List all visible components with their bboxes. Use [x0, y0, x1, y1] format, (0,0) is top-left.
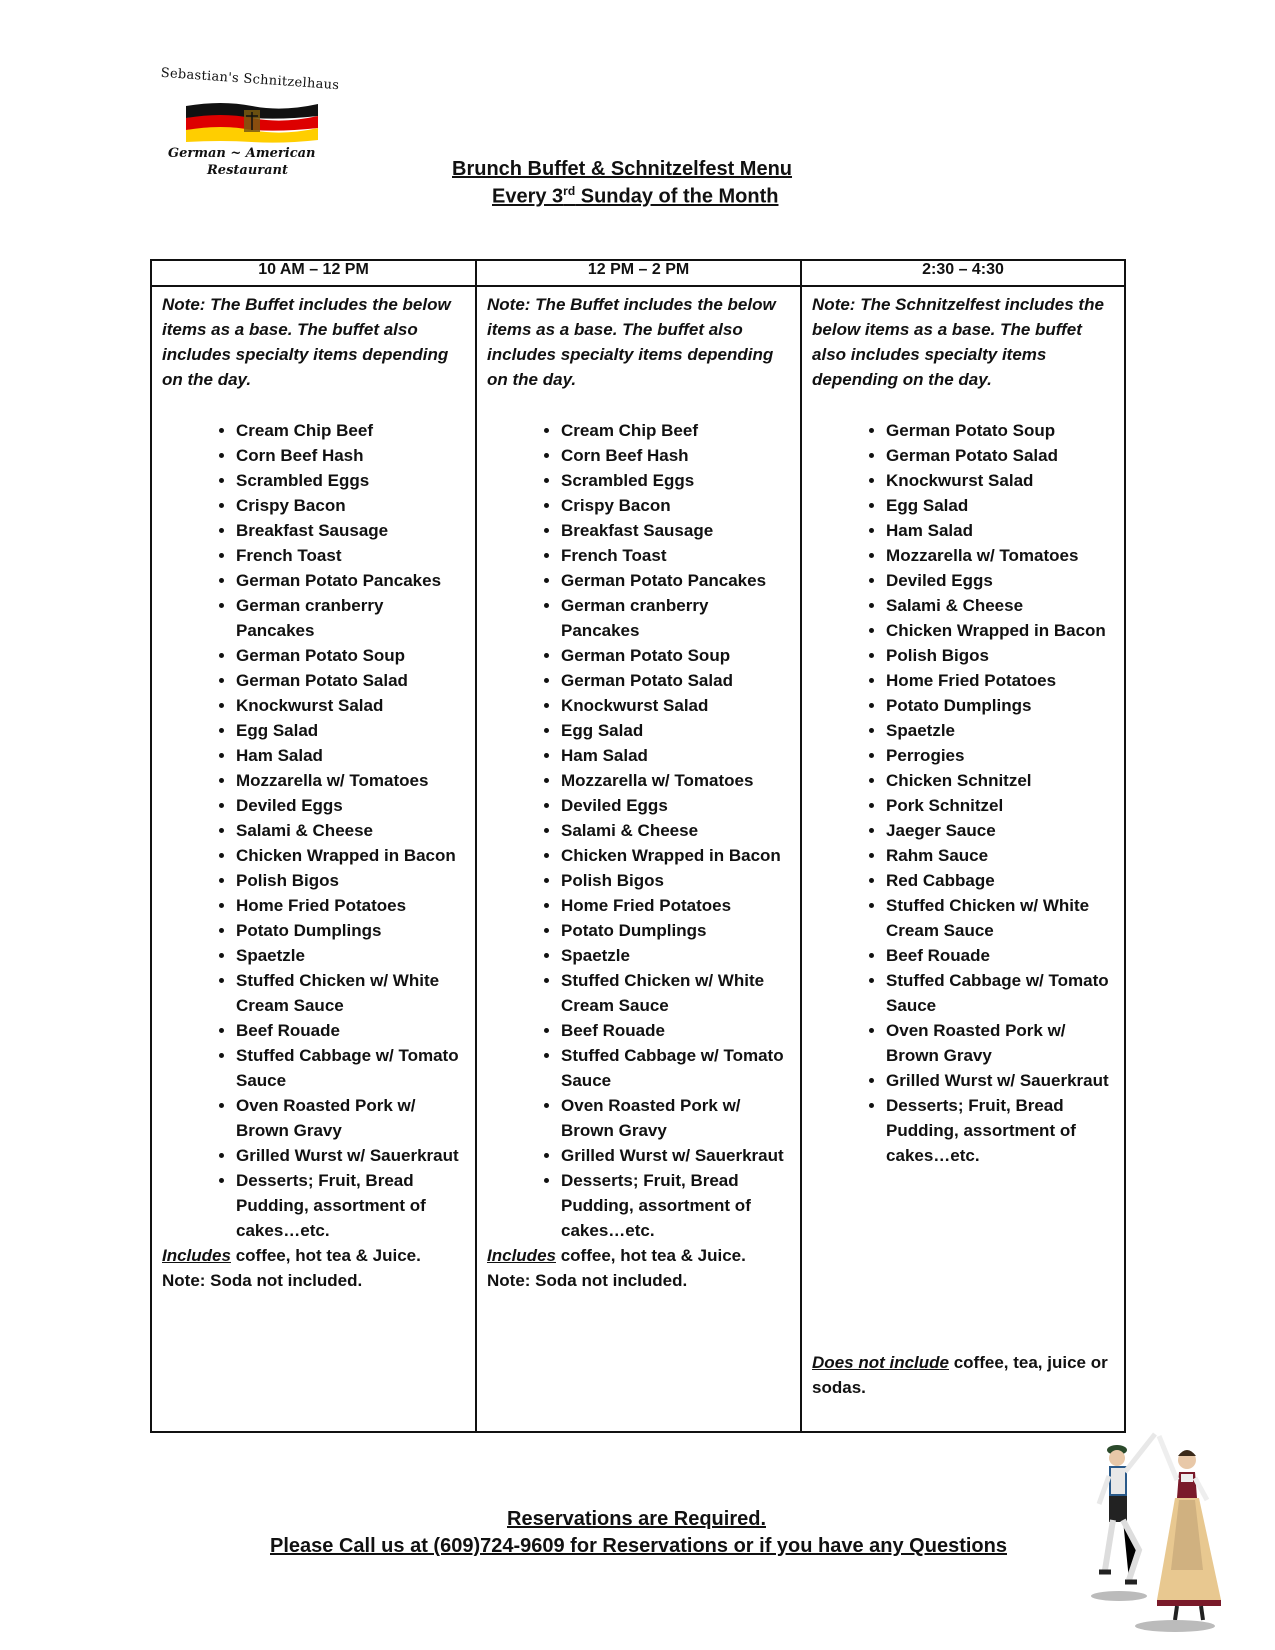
menu-item: • Potato Dumplings [236, 918, 465, 943]
menu-item: • German Potato Soup [886, 418, 1114, 443]
logo-name: Sebastian's Schnitzelhaus [160, 65, 340, 94]
reservations-required: Reservations are Required. [507, 1508, 766, 1530]
menu-item: • Salami & Cheese [561, 818, 790, 843]
column-footer: Includes coffee, hot tea & Juice. Note: Soda not included. [162, 1246, 421, 1290]
menu-item: • Potato Dumplings [886, 693, 1114, 718]
menu-item: • German cranberry Pancakes [561, 593, 790, 643]
menu-item: • Mozzarella w/ Tomatoes [886, 543, 1114, 568]
menu-item: • Ham Salad [561, 743, 790, 768]
menu-item: • Chicken Wrapped in Bacon [561, 843, 790, 868]
menu-item: • German Potato Soup [561, 643, 790, 668]
column-footer: Does not include coffee, tea, juice or sodas. [812, 1353, 1108, 1397]
column-note: Note: The Buffet includes the below items as a base. The buffet also includes specialty items depending on the day. [487, 295, 776, 389]
menu-item: • Cream Chip Beef [236, 418, 465, 443]
menu-title: Brunch Buffet & Schnitzelfest Menu [452, 158, 793, 180]
menu-item: • Polish Bigos [886, 643, 1114, 668]
menu-item: • Beef Rouade [561, 1018, 790, 1043]
menu-item: • Stuffed Chicken w/ White Cream Sauce [886, 893, 1114, 943]
menu-item: • Corn Beef Hash [561, 443, 790, 468]
menu-item: • Oven Roasted Pork w/ Brown Gravy [886, 1018, 1114, 1068]
menu-item: • German cranberry Pancakes [236, 593, 465, 643]
menu-item: • Stuffed Cabbage w/ Tomato Sauce [236, 1043, 465, 1093]
menu-item: • Ham Salad [886, 518, 1114, 543]
column-header-midday: 12 PM – 2 PM [476, 260, 801, 286]
menu-item: • Spaetzle [236, 943, 465, 968]
menu-item: • Knockwurst Salad [561, 693, 790, 718]
menu-item: • Deviled Eggs [236, 793, 465, 818]
menu-item: • French Toast [561, 543, 790, 568]
menu-item: • Home Fried Potatoes [561, 893, 790, 918]
menu-item: • Desserts; Fruit, Bread Pudding, assortment of cakes…etc. [886, 1093, 1114, 1168]
menu-item: • Salami & Cheese [886, 593, 1114, 618]
menu-item: • Chicken Schnitzel [886, 768, 1114, 793]
column-note: Note: The Schnitzelfest includes the below items as a base. The buffet also includes specialty items depending on the day. [812, 295, 1104, 389]
menu-item: • Jaeger Sauce [886, 818, 1114, 843]
menu-item: • Egg Salad [561, 718, 790, 743]
menu-item: • Grilled Wurst w/ Sauerkraut [561, 1143, 790, 1168]
menu-item: • Mozzarella w/ Tomatoes [236, 768, 465, 793]
menu-item: • German Potato Soup [236, 643, 465, 668]
menu-item: • Egg Salad [236, 718, 465, 743]
menu-item: • Oven Roasted Pork w/ Brown Gravy [236, 1093, 465, 1143]
menu-item: • Desserts; Fruit, Bread Pudding, assortment of cakes…etc. [561, 1168, 790, 1243]
menu-item: • German Potato Pancakes [236, 568, 465, 593]
menu-item: • Home Fried Potatoes [236, 893, 465, 918]
menu-item: • Stuffed Chicken w/ White Cream Sauce [561, 968, 790, 1018]
menu-item: • Scrambled Eggs [236, 468, 465, 493]
menu-table [150, 259, 1126, 1433]
menu-item: • Stuffed Cabbage w/ Tomato Sauce [561, 1043, 790, 1093]
menu-item: • Salami & Cheese [236, 818, 465, 843]
menu-column [151, 286, 476, 1432]
menu-item: • Red Cabbage [886, 868, 1114, 893]
menu-item: • Grilled Wurst w/ Sauerkraut [236, 1143, 465, 1168]
column-header-morning: 10 AM – 12 PM [151, 260, 476, 286]
logo-tagline-2: Restaurant [207, 163, 289, 178]
menu-item: • German Potato Salad [886, 443, 1114, 468]
menu-item: • Knockwurst Salad [236, 693, 465, 718]
menu-item: • Scrambled Eggs [561, 468, 790, 493]
menu-column [476, 286, 801, 1432]
menu-item: • French Toast [236, 543, 465, 568]
restaurant-logo [150, 65, 350, 180]
menu-item: • Deviled Eggs [886, 568, 1114, 593]
menu-item: • Beef Rouade [886, 943, 1114, 968]
menu-item: • Polish Bigos [561, 868, 790, 893]
reservations-phone: Please Call us at (609)724-9609 for Reservations or if you have any Questions [270, 1535, 1007, 1557]
menu-item: • Deviled Eggs [561, 793, 790, 818]
menu-item: • Cream Chip Beef [561, 418, 790, 443]
menu-item: • Spaetzle [561, 943, 790, 968]
menu-item: • Potato Dumplings [561, 918, 790, 943]
menu-item: • German Potato Salad [561, 668, 790, 693]
menu-item: • Oven Roasted Pork w/ Brown Gravy [561, 1093, 790, 1143]
menu-item: • Spaetzle [886, 718, 1114, 743]
menu-item: • Crispy Bacon [561, 493, 790, 518]
menu-item: • Grilled Wurst w/ Sauerkraut [886, 1068, 1114, 1093]
menu-item: • Crispy Bacon [236, 493, 465, 518]
menu-column [801, 286, 1125, 1432]
menu-item: • Perrogies [886, 743, 1114, 768]
menu-item: • Stuffed Chicken w/ White Cream Sauce [236, 968, 465, 1018]
item-list [487, 418, 790, 1243]
menu-item: • German Potato Salad [236, 668, 465, 693]
menu-item: • Home Fried Potatoes [886, 668, 1114, 693]
column-note: Note: The Buffet includes the below items as a base. The buffet also includes specialty items depending on the day. [162, 295, 451, 389]
menu-item: • Pork Schnitzel [886, 793, 1114, 818]
menu-item: • Chicken Wrapped in Bacon [236, 843, 465, 868]
column-footer: Includes coffee, hot tea & Juice. Note: Soda not included. [487, 1246, 746, 1290]
dancing-couple-illustration [1075, 1420, 1245, 1640]
column-header-afternoon: 2:30 – 4:30 [801, 260, 1125, 286]
item-list [812, 418, 1114, 1168]
menu-item: • Chicken Wrapped in Bacon [886, 618, 1114, 643]
menu-item: • Corn Beef Hash [236, 443, 465, 468]
menu-item: • Ham Salad [236, 743, 465, 768]
menu-item: • Stuffed Cabbage w/ Tomato Sauce [886, 968, 1114, 1018]
menu-item: • Polish Bigos [236, 868, 465, 893]
menu-item: • Egg Salad [886, 493, 1114, 518]
menu-subtitle: Every 3rd Sunday of the Month [492, 184, 779, 208]
menu-item: • German Potato Pancakes [561, 568, 790, 593]
menu-item: • Desserts; Fruit, Bread Pudding, assortment of cakes…etc. [236, 1168, 465, 1243]
item-list [162, 418, 465, 1243]
menu-item: • Breakfast Sausage [561, 518, 790, 543]
menu-item: • Mozzarella w/ Tomatoes [561, 768, 790, 793]
menu-item: • Rahm Sauce [886, 843, 1114, 868]
menu-item: • Beef Rouade [236, 1018, 465, 1043]
menu-item: • Breakfast Sausage [236, 518, 465, 543]
german-flag-icon [182, 98, 322, 144]
menu-item: • Knockwurst Salad [886, 468, 1114, 493]
logo-tagline-1: German ~ American [168, 146, 316, 161]
